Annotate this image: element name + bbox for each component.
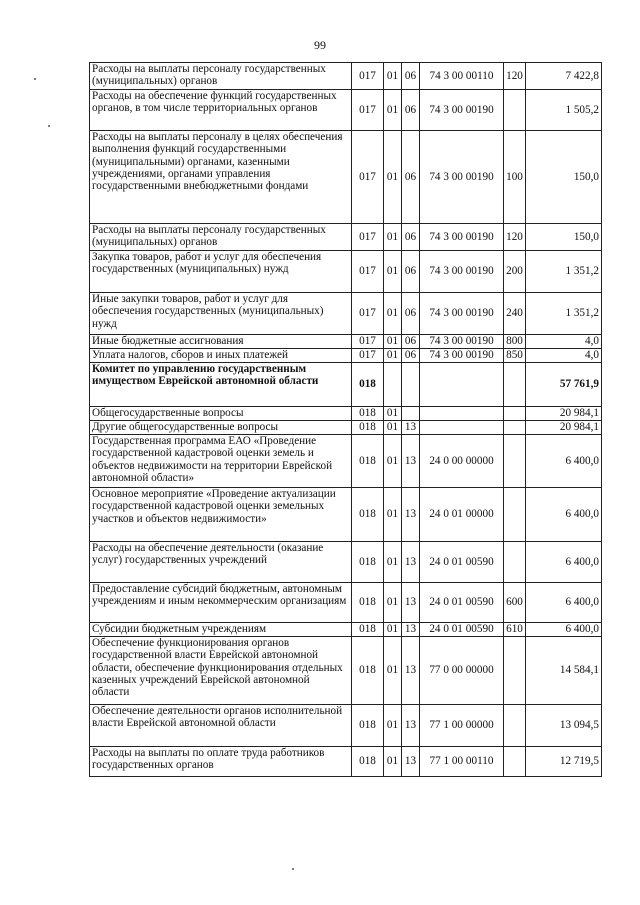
ministry-code: 018 (352, 421, 384, 435)
ministry-code: 018 (352, 637, 384, 705)
expense-kind-code: 600 (504, 583, 526, 623)
target-article-code: 74 3 00 00190 (420, 251, 504, 293)
target-article-code: 24 0 01 00590 (420, 542, 504, 583)
amount: 150,0 (526, 131, 602, 224)
scan-speck (292, 868, 294, 870)
amount: 6 400,0 (526, 583, 602, 623)
subsection-code: 06 (402, 349, 420, 363)
expense-kind-code (504, 407, 526, 421)
expense-kind-code: 200 (504, 251, 526, 293)
section-code: 01 (384, 349, 402, 363)
expense-kind-code: 120 (504, 224, 526, 251)
target-article-code: 24 0 01 00590 (420, 583, 504, 623)
subsection-code: 13 (402, 747, 420, 777)
expense-kind-code (504, 421, 526, 435)
expense-kind-code: 120 (504, 63, 526, 90)
target-article-code (420, 421, 504, 435)
expense-kind-code (504, 435, 526, 488)
subsection-code: 13 (402, 705, 420, 747)
subsection-code: 06 (402, 335, 420, 349)
target-article-code (420, 407, 504, 421)
budget-item-name: Иные закупки товаров, работ и услуг для обеспечения государственных (муниципальных) нужд (90, 293, 352, 335)
table-row (90, 251, 602, 293)
section-code: 01 (384, 542, 402, 583)
amount: 14 584,1 (526, 637, 602, 705)
section-code: 01 (384, 583, 402, 623)
table-row (90, 637, 602, 705)
amount: 4,0 (526, 349, 602, 363)
subsection-code: 13 (402, 583, 420, 623)
budget-item-name: Расходы на выплаты персоналу государственных (муниципальных) органов (90, 63, 352, 90)
table-row (90, 224, 602, 251)
section-code: 01 (384, 63, 402, 90)
scan-speck (48, 125, 50, 127)
subsection-code: 13 (402, 421, 420, 435)
section-code: 01 (384, 488, 402, 542)
table-row (90, 421, 602, 435)
ministry-code: 017 (352, 63, 384, 90)
table-row (90, 349, 602, 363)
section-code: 01 (384, 705, 402, 747)
budget-item-name: Другие общегосударственные вопросы (90, 421, 352, 435)
table-row (90, 335, 602, 349)
budget-item-name: Расходы на выплаты персоналу в целях обеспечения выполнения функций государственными (муниципальными) органами, казенными учреждениями, органами управления государственными внебюджетными фондами (90, 131, 352, 224)
target-article-code: 24 0 01 00590 (420, 623, 504, 637)
budget-item-name: Обеспечение функционирования органов государственной власти Еврейской автономной области, обеспечение функционирования отдельных казенных учреждений Еврейской автономной области (90, 637, 352, 705)
subsection-code: 13 (402, 435, 420, 488)
amount: 20 984,1 (526, 407, 602, 421)
ministry-code: 018 (352, 705, 384, 747)
table-row (90, 63, 602, 90)
target-article-code: 24 0 01 00000 (420, 488, 504, 542)
section-code: 01 (384, 251, 402, 293)
expense-kind-code (504, 90, 526, 131)
target-article-code: 74 3 00 00190 (420, 349, 504, 363)
budget-item-name: Расходы на обеспечение деятельности (оказание услуг) государственных учреждений (90, 542, 352, 583)
section-code: 01 (384, 623, 402, 637)
target-article-code: 74 3 00 00190 (420, 131, 504, 224)
scan-speck (34, 78, 36, 80)
target-article-code: 74 3 00 00190 (420, 293, 504, 335)
target-article-code: 24 0 00 00000 (420, 435, 504, 488)
ministry-code: 018 (352, 407, 384, 421)
budget-item-name: Расходы на выплаты персоналу государственных (муниципальных) органов (90, 224, 352, 251)
ministry-code: 018 (352, 435, 384, 488)
subsection-code (402, 407, 420, 421)
target-article-code: 77 1 00 00000 (420, 705, 504, 747)
amount: 6 400,0 (526, 542, 602, 583)
subsection-code (402, 363, 420, 407)
budget-item-name: Уплата налогов, сборов и иных платежей (90, 349, 352, 363)
budget-item-name: Общегосударственные вопросы (90, 407, 352, 421)
amount: 1 351,2 (526, 293, 602, 335)
section-code: 01 (384, 407, 402, 421)
expense-kind-code (504, 637, 526, 705)
table-row (90, 435, 602, 488)
expense-kind-code: 610 (504, 623, 526, 637)
budget-item-name: Субсидии бюджетным учреждениям (90, 623, 352, 637)
amount: 6 400,0 (526, 623, 602, 637)
budget-item-name: Расходы на выплаты по оплате труда работников государственных органов (90, 747, 352, 777)
ministry-code: 018 (352, 583, 384, 623)
section-code: 01 (384, 224, 402, 251)
amount: 1 505,2 (526, 90, 602, 131)
ministry-code: 017 (352, 90, 384, 131)
ministry-code: 018 (352, 363, 384, 407)
expense-kind-code: 850 (504, 349, 526, 363)
amount: 1 351,2 (526, 251, 602, 293)
table-row (90, 705, 602, 747)
section-code: 01 (384, 421, 402, 435)
table-row (90, 542, 602, 583)
amount: 6 400,0 (526, 488, 602, 542)
table-row (90, 583, 602, 623)
expense-kind-code (504, 747, 526, 777)
expense-kind-code (504, 542, 526, 583)
ministry-code: 017 (352, 224, 384, 251)
subsection-code: 13 (402, 488, 420, 542)
subsection-code: 06 (402, 63, 420, 90)
target-article-code: 77 1 00 00110 (420, 747, 504, 777)
budget-item-name: Расходы на обеспечение функций государственных органов, в том числе территориальных органов (90, 90, 352, 131)
subsection-code: 06 (402, 90, 420, 131)
target-article-code: 74 3 00 00110 (420, 63, 504, 90)
ministry-code: 018 (352, 623, 384, 637)
ministry-code: 018 (352, 747, 384, 777)
amount: 7 422,8 (526, 63, 602, 90)
expense-kind-code (504, 363, 526, 407)
expense-kind-code: 800 (504, 335, 526, 349)
budget-table (89, 62, 602, 777)
budget-item-name: Основное мероприятие «Проведение актуализации государственной кадастровой оценки земельных участков и объектов недвижимости» (90, 488, 352, 542)
subsection-code: 13 (402, 637, 420, 705)
page-number: 99 (314, 38, 326, 52)
subsection-code: 06 (402, 131, 420, 224)
target-article-code (420, 363, 504, 407)
expense-kind-code: 100 (504, 131, 526, 224)
table-row (90, 488, 602, 542)
target-article-code: 74 3 00 00190 (420, 335, 504, 349)
section-code: 01 (384, 90, 402, 131)
subsection-code: 13 (402, 623, 420, 637)
subsection-code: 06 (402, 224, 420, 251)
amount: 6 400,0 (526, 435, 602, 488)
section-code: 01 (384, 131, 402, 224)
amount: 12 719,5 (526, 747, 602, 777)
table-row (90, 293, 602, 335)
target-article-code: 74 3 00 00190 (420, 90, 504, 131)
subsection-code: 06 (402, 293, 420, 335)
subsection-code: 13 (402, 542, 420, 583)
amount: 150,0 (526, 224, 602, 251)
amount: 20 984,1 (526, 421, 602, 435)
budget-item-name: Государственная программа ЕАО «Проведение государственной кадастровой оценки земель и объектов недвижимости на территории Еврейской автономной области» (90, 435, 352, 488)
target-article-code: 74 3 00 00190 (420, 224, 504, 251)
section-code (384, 363, 402, 407)
budget-item-name: Закупка товаров, работ и услуг для обеспечения государственных (муниципальных) нужд (90, 251, 352, 293)
expense-kind-code (504, 488, 526, 542)
table-row (90, 131, 602, 224)
ministry-code: 017 (352, 349, 384, 363)
budget-item-name: Обеспечение деятельности органов исполнительной власти Еврейской автономной области (90, 705, 352, 747)
ministry-code: 018 (352, 488, 384, 542)
target-article-code: 77 0 00 00000 (420, 637, 504, 705)
amount: 57 761,9 (526, 363, 602, 407)
ministry-code: 018 (352, 542, 384, 583)
ministry-code: 017 (352, 251, 384, 293)
ministry-code: 017 (352, 293, 384, 335)
budget-item-name: Комитет по управлению государственным имуществом Еврейской автономной области (90, 363, 352, 407)
amount: 13 094,5 (526, 705, 602, 747)
table-row (90, 363, 602, 407)
section-code: 01 (384, 335, 402, 349)
amount: 4,0 (526, 335, 602, 349)
table-row (90, 623, 602, 637)
expense-kind-code: 240 (504, 293, 526, 335)
table-row (90, 747, 602, 777)
table-row (90, 90, 602, 131)
table-row (90, 407, 602, 421)
section-code: 01 (384, 747, 402, 777)
budget-item-name: Иные бюджетные ассигнования (90, 335, 352, 349)
expense-kind-code (504, 705, 526, 747)
budget-item-name: Предоставление субсидий бюджетным, автономным учреждениям и иным некоммерческим организациям (90, 583, 352, 623)
ministry-code: 017 (352, 131, 384, 224)
section-code: 01 (384, 637, 402, 705)
subsection-code: 06 (402, 251, 420, 293)
ministry-code: 017 (352, 335, 384, 349)
section-code: 01 (384, 293, 402, 335)
section-code: 01 (384, 435, 402, 488)
